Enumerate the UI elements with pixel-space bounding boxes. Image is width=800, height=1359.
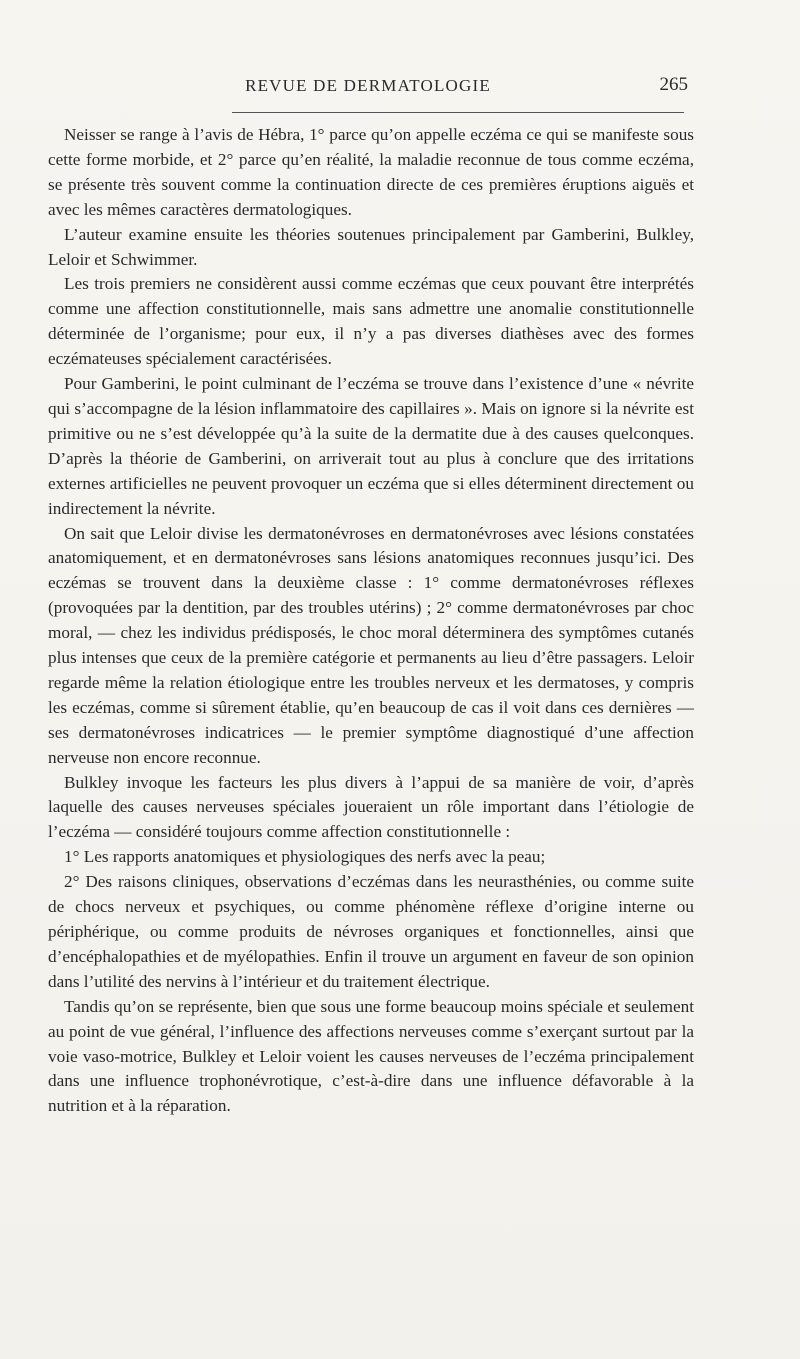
paragraph: Pour Gamberini, le point culminant de l’eczéma se trouve dans l’existence d’une « névrite qui s’accompagne de la lésion inflammatoire des capillaires ». Mais on ignore si la névrite est primitive ou ne s’est développée qu’à la suite de la dermatite due à des causes quelconques. D’après la théorie de Gamberini, on arriverait tout au plus à conclure que des irritations externes artificielles ne peuvent provoquer un eczéma que si elles déterminent directement ou indirectement la névrite. (48, 374, 694, 518)
paragraph: On sait que Leloir divise les dermatonévroses en dermatonévroses avec lésions constatées anatomiquement, et en dermatonévroses sans lésions anatomiques reconnues jusqu’ici. Des eczémas se trouvent dans la deuxième classe : 1° comme dermatonévroses réflexes (provoquées par la dentition, par des troubles utérins) ; 2° comme dermatonévroses par choc moral, — chez les individus prédisposés, le choc moral déterminera des symptômes cutanés plus intenses que ceux de la première catégorie et permanents au lieu d’être passagers. Leloir regarde même la relation étiologique entre les troubles nerveux et les dermatoses, y compris les eczémas, comme si sûrement établie, qu’en beaucoup de cas il voit dans ces dernières — ses dermatonévroses indicatrices — le premier symptôme diagnostiqué d’une affection nerveuse non encore reconnue. (48, 523, 694, 767)
paragraph: L’auteur examine ensuite les théories soutenues principalement par Gamberini, Bulkley, Leloir et Schwimmer. (48, 224, 694, 269)
paragraph: Bulkley invoque les facteurs les plus divers à l’appui de sa manière de voir, d’après laquelle des causes nerveuses spéciales joueraient un rôle important dans l’étiologie de l’eczéma — considéré toujours comme affection constitutionnelle : (48, 772, 694, 842)
paragraph: Tandis qu’on se représente, bien que sous une forme beaucoup moins spéciale et seulement au point de vue général, l’influence des affections nerveuses comme s’exerçant surtout par la voie vaso-motrice, Bulkley et Leloir voient les causes nerveuses de l’eczéma principalement dans une influence trophonévrotique, c’est-à-dire dans une influence défavorable à la nutrition et à la réparation. (48, 996, 694, 1116)
paragraph: Neisser se range à l’avis de Hébra, 1° parce qu’on appelle eczéma ce qui se manifeste sous cette forme morbide, et 2° parce qu’en réalité, la maladie reconnue de tous comme eczéma, se présente très souvent comme la continuation directe de ces premières éruptions aiguës et avec les mêmes caractères dermatologiques. (48, 125, 694, 219)
paragraph: Les trois premiers ne considèrent aussi comme eczémas que ceux pouvant être interprétés comme une affection constitutionnelle, mais sans admettre une anomalie constitutionnelle déterminée de l’organisme; pour eux, il n’y a pas diverses diathèses avec des formes eczémateuses spécialement caractérisées. (48, 274, 694, 369)
running-head: REVUE DE DERMATOLOGIE (245, 76, 491, 95)
page-number: 265 (659, 74, 688, 95)
header-rule (232, 112, 684, 113)
article-body (48, 123, 694, 1119)
paragraph: 2° Des raisons cliniques, observations d’eczémas dans les neurasthénies, ou comme suite de chocs nerveux et psychiques, ou comme phénomène réflexe d’origine interne ou périphérique, ou comme produits de névroses organiques et fonctionnelles, ainsi que d’encéphalopathies et de myélopathies. Enfin il trouve un argument en faveur de son opinion dans l’utilité des nervins à l’intérieur et du traitement électrique. (48, 872, 694, 991)
page-header (48, 72, 688, 98)
paragraph: 1° Les rapports anatomiques et physiologiques des nerfs avec la peau; (64, 847, 546, 867)
